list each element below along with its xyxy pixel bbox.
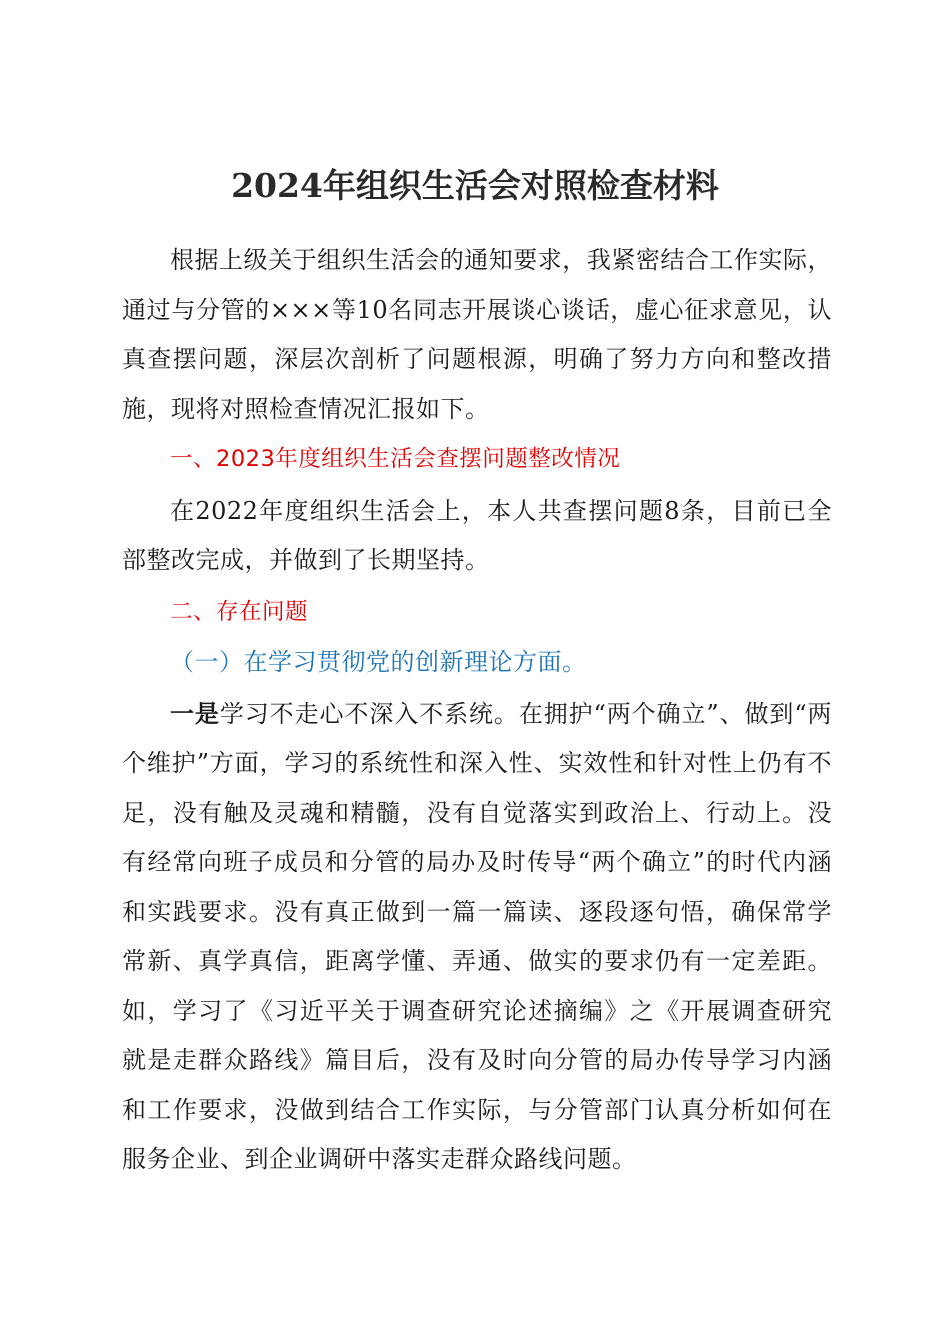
point1-body: 学习不走心不深入不系统。在拥护“两个确立”、做到“两个维护”方面，学习的系统性和深入性、实效性和针对性上仍有不足，没有触及灵魂和精髓，没有自觉落实到政治上、行动上。没有经常向班子成员和分管的局办及时传导“两个确立”的时代内涵和实践要求。没有真正做到一篇一篇读、逐段逐句悟，确保常学常新、真学真信，距离学懂、弄通、做实的要求仍有一定差距。如，学习了《习近平关于调查研究论述摘编》之《开展调查研究就是走群众路线》篇目后，没有及时向分管的局办传导学习内涵和工作要求，没做到结合工作实际，与分管部门认真分析如何在服务企业、到企业调研中落实走群众路线问题。 — [122, 699, 833, 1173]
point1-lead: 一是 — [170, 698, 220, 728]
point1-paragraph — [122, 689, 832, 1185]
section1-paragraph: 在2022年度组织生活会上，本人共查摆问题8条，目前已全部整改完成，并做到了长期坚持。 — [122, 496, 832, 574]
subsection1-heading: （一）在学习贯彻党的创新理论方面。 — [170, 648, 587, 676]
section2-heading: 二、存在问题 — [170, 598, 309, 625]
document-title: 2024年组织生活会对照检查材料 — [231, 166, 719, 205]
section1-heading: 一、2023年度组织生活会查摆问题整改情况 — [170, 446, 621, 472]
intro-paragraph: 根据上级关于组织生活会的通知要求，我紧密结合工作实际，通过与分管的×××等10名同志开展谈心谈话，虚心征求意见，认真查摆问题，深层次剖析了问题根源，明确了努力方向和整改措施，现将对照检查情况汇报如下。 — [122, 246, 832, 423]
document-body — [122, 236, 832, 1185]
